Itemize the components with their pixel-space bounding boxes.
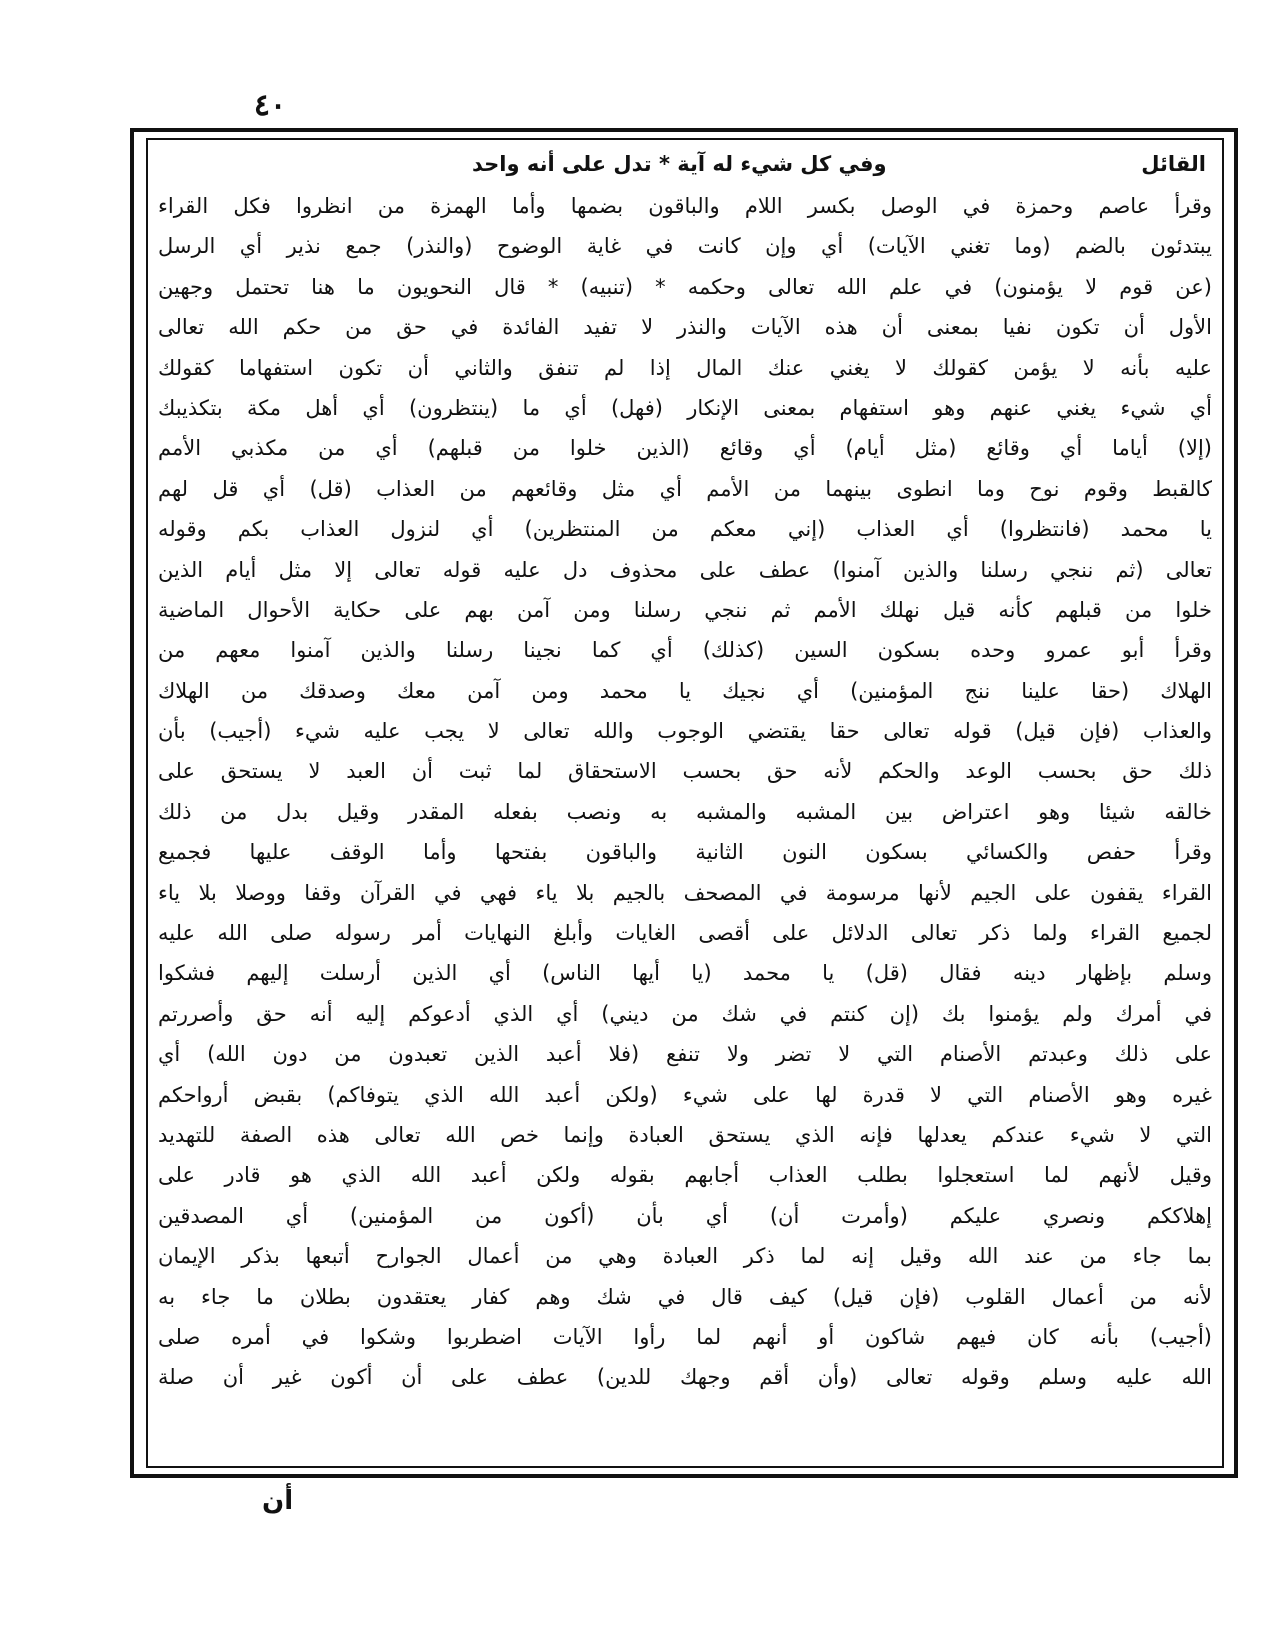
text-line: ذلك حق بحسب الوعد والحكم لأنه حق بحسب الاستحقاق لما ثبت أن العبد لا يستحق على [158, 759, 1212, 784]
text-line: (عن قوم لا يؤمنون) في علم الله تعالى وحكمه * (تنبيه) * قال النحويون ما هنا تحتمل وجهين [158, 274, 1212, 299]
header-verse: وفي كل شيء له آية * تدل على أنه واحد [472, 152, 887, 176]
text-line: في أمرك ولم يؤمنوا بك (إن كنتم في شك من ديني) أي الذي أدعوكم إليه أنه حق وأصررتم [158, 1001, 1212, 1026]
text-line: بما جاء من عند الله وقيل إنه لما ذكر العبادة وهي من أعمال الجوارح أتبعها بذكر الإيمان [158, 1244, 1212, 1269]
text-line: الأول أن تكون نفيا بمعنى أن هذه الآيات والنذر لا تفيد الفائدة في حق من حكم الله تعالى [158, 315, 1212, 340]
text-line: يبتدئون بالضم (وما تغني الآيات) أي وإن كانت في غاية الوضوح (والنذر) جمع نذير أي الرسل [158, 234, 1212, 259]
text-line: غيره وهو الأصنام التي لا قدرة لها على شيء (ولكن أعبد الله الذي يتوفاكم) بقبض أرواحكم [158, 1082, 1212, 1107]
text-line: التي لا شيء عندكم يعدلها فإنه الذي يستحق العبادة وإنما خص الله تعالى هذه الصفة للتهديد [158, 1122, 1212, 1147]
text-line: يا محمد (فانتظروا) أي العذاب (إني معكم من المنتظرين) أي لنزول العذاب بكم وقوله [158, 517, 1212, 542]
text-line: (إلا) أياما أي وقائع (مثل أيام) أي وقائع (الذين خلوا من قبلهم) أي من مكذبي الأمم [158, 436, 1212, 461]
text-line: على ذلك وعبدتم الأصنام التي لا تضر ولا تنفع (فلا أعبد الذين تعبدون من دون الله) أي [158, 1042, 1212, 1067]
main-text-block [152, 142, 1218, 1464]
header-label: القائل [1141, 152, 1206, 176]
text-line: وسلم بإظهار دينه فقال (قل) يا محمد (يا أيها الناس) أي الذين أرسلت إليهم فشكوا [158, 961, 1212, 986]
text-line: تعالى (ثم ننجي رسلنا والذين آمنوا) عطف على محذوف دل عليه قوله تعالى إلا مثل أيام الذين [158, 557, 1212, 582]
text-line: القراء يقفون على الجيم لأنها مرسومة في المصحف بالجيم بلا ياء فهي في القرآن وقفا ووصلا بلا ياء [158, 880, 1212, 905]
text-line: الهلاك (حقا علينا ننج المؤمنين) أي نجيك يا محمد ومن آمن معك وصدقك من الهلاك [158, 678, 1212, 703]
text-line: (أجيب) بأنه كان فيهم شاكون أو أنهم لما رأوا الآيات اضطربوا وشكوا في أمره صلى [158, 1324, 1212, 1349]
text-line: وقرأ أبو عمرو وحده بسكون السين (كذلك) أي كما نجينا رسلنا والذين آمنوا معهم من [158, 638, 1212, 663]
text-line: الله عليه وسلم وقوله تعالى (وأن أقم وجهك للدين) عطف على أن أكون غير أن صلة [158, 1365, 1212, 1390]
page-number: ٤٠ [253, 88, 287, 123]
text-line: وقيل لأنهم لما استعجلوا بطلب العذاب أجابهم بقوله ولكن أعبد الله الذي هو قادر على [158, 1163, 1212, 1188]
text-line: كالقبط وقوم نوح وما انطوى بينهما من الأمم أي مثل وقائعهم من العذاب (قل) أي قل لهم [158, 476, 1212, 501]
text-line: إهلاككم ونصري عليكم (وأمرت أن) أي بأن (أكون من المؤمنين) أي المصدقين [158, 1203, 1212, 1228]
text-line: وقرأ عاصم وحمزة في الوصل بكسر اللام والباقون بضمها وأما الهمزة من انظروا فكل القراء [158, 194, 1212, 218]
text-line: لأنه من أعمال القلوب (فإن قيل) كيف قال في شك وهم كفار يعتقدون بطلان ما جاء به [158, 1284, 1212, 1309]
text-line [152, 1398, 1218, 1438]
text-line: أي شيء يغني عنهم وهو استفهام بمعنى الإنكار (فهل) أي ما (ينتظرون) أي أهل مكة بتكذيبك [158, 395, 1212, 420]
text-line: لجميع القراء ولما ذكر تعالى الدلائل على أقصى الغايات وأبلغ النهايات أمر رسوله صلى الله عليه [158, 921, 1212, 946]
text-line: عليه بأنه لا يؤمن كقولك لا يغني عنك المال إذا لم تنفق والثاني أن تكون استفهاما كقولك [158, 355, 1212, 380]
text-line: وقرأ حفص والكسائي بسكون النون الثانية والباقون بفتحها وأما الوقف عليها فجميع [158, 840, 1212, 865]
text-line: خلوا من قبلهم كأنه قيل نهلك الأمم ثم ننجي رسلنا ومن آمن بهم على حكاية الأحوال الماضية [158, 597, 1212, 622]
text-line: والعذاب (فإن قيل) قوله تعالى حقا يقتضي الوجوب والله تعالى لا يجب عليه شيء (أجيب) بأن [158, 719, 1212, 744]
text-line: خالقه شيئا وهو اعتراض بين المشبه والمشبه به ونصب بفعله المقدر وقيل بدل من ذلك [158, 799, 1212, 824]
running-header [152, 142, 1218, 186]
catchword: أن [262, 1486, 294, 1516]
